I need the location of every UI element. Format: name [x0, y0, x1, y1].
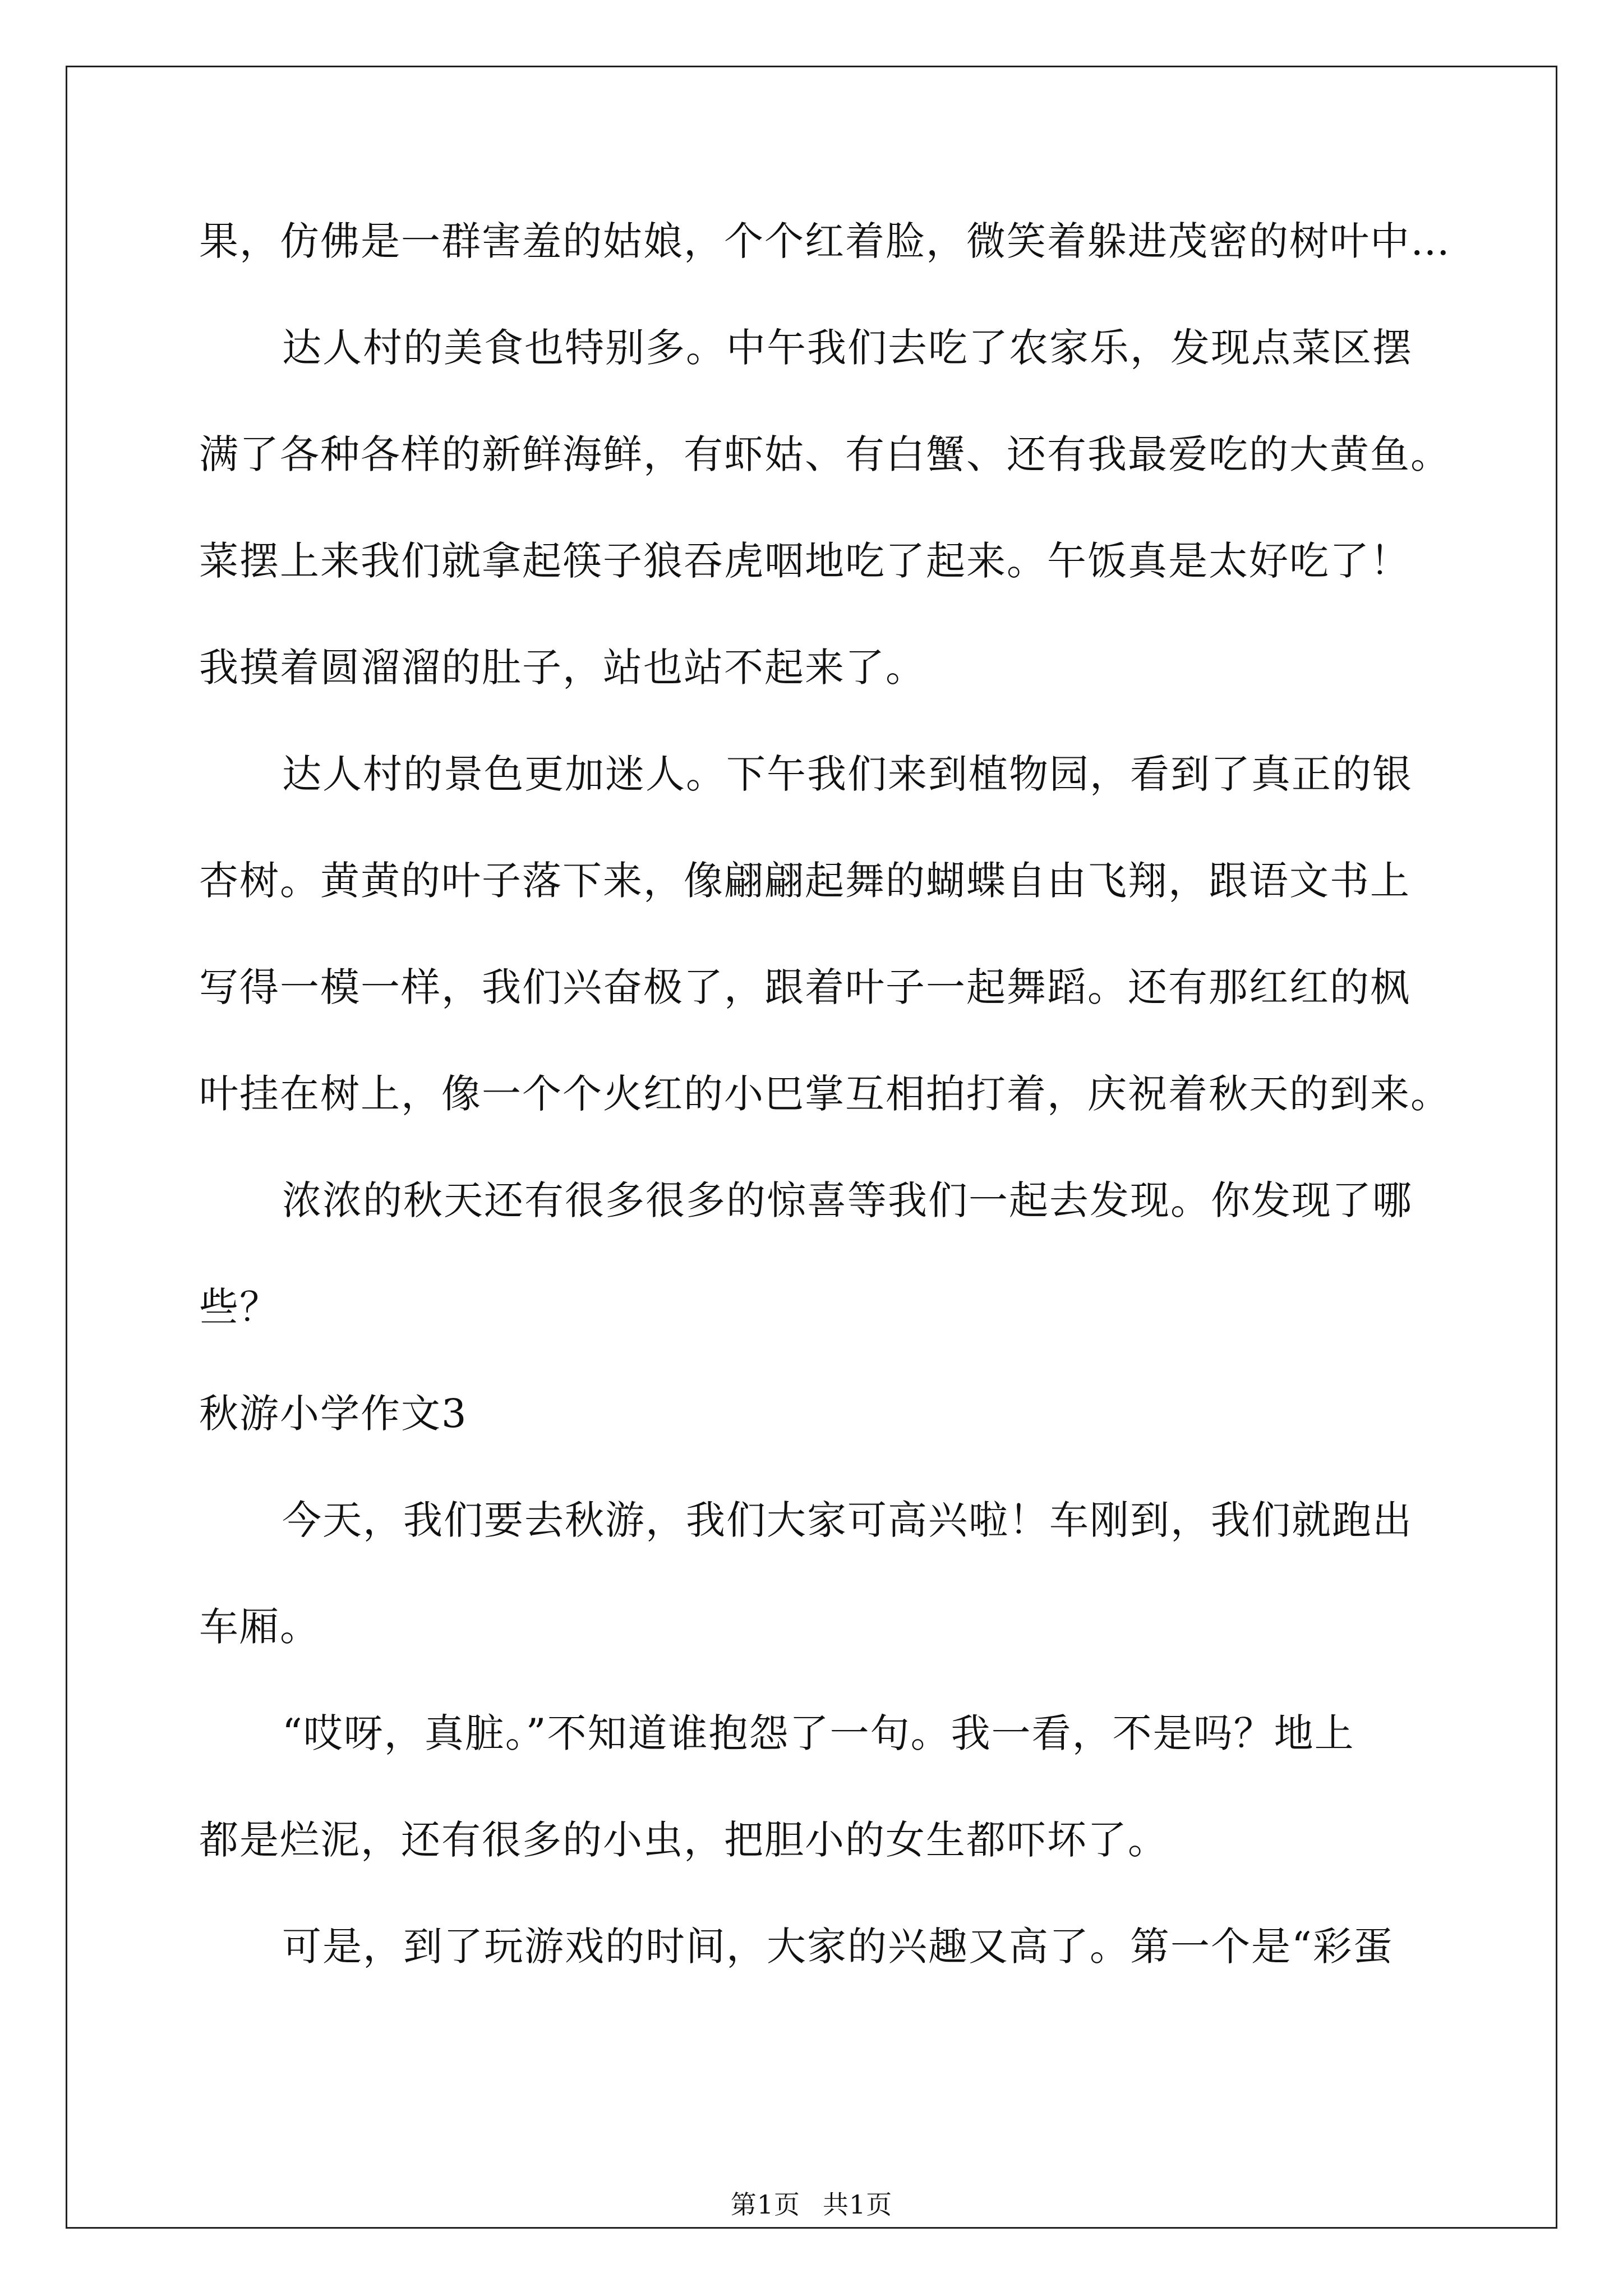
- text-line: 车厢。: [199, 1604, 320, 1650]
- text-line: 我摸着圆溜溜的肚子，站也站不起来了。: [199, 645, 926, 691]
- paragraph-start-line: 可是，到了玩游戏的时间，大家的兴趣又高了。第一个是“彩蛋: [282, 1924, 1394, 1970]
- text-line: 杏树。黄黄的叶子落下来，像翩翩起舞的蝴蝶自由飞翔，跟语文书上: [199, 858, 1410, 904]
- text-line: 叶挂在树上，像一个个火红的小巴掌互相拍打着，庆祝着秋天的到来。: [199, 1071, 1451, 1117]
- section-heading: 秋游小学作文3: [199, 1391, 468, 1437]
- text-line: 果，仿佛是一群害羞的姑娘，个个红着脸，微笑着躲进茂密的树叶中…: [199, 218, 1451, 264]
- paragraph-start-line: 达人村的景色更加迷人。下午我们来到植物园，看到了真正的银: [282, 751, 1413, 797]
- paragraph-start-line: 浓浓的秋天还有很多很多的惊喜等我们一起去发现。你发现了哪: [282, 1177, 1413, 1223]
- text-line: 些？: [199, 1284, 280, 1330]
- text-line: 写得一模一样，我们兴奋极了，跟着叶子一起舞蹈。还有那红红的枫: [199, 964, 1410, 1010]
- text-line: 都是烂泥，还有很多的小虫，把胆小的女生都吓坏了。: [199, 1817, 1168, 1863]
- paragraph-start-line: 今天，我们要去秋游，我们大家可高兴啦！车刚到，我们就跑出: [282, 1497, 1413, 1543]
- page-border: [66, 66, 1557, 2229]
- text-line: 菜摆上来我们就拿起筷子狼吞虎咽地吃了起来。午饭真是太好吃了！: [199, 538, 1410, 584]
- page-footer: [0, 2188, 1623, 2221]
- paragraph-start-line: “哎呀，真脏。”不知道谁抱怨了一句。我一看，不是吗？地上: [282, 1710, 1355, 1756]
- text-line: 满了各种各样的新鲜海鲜，有虾姑、有白蟹、还有我最爱吃的大黄鱼。: [199, 431, 1451, 477]
- page-number: 第1页: [730, 2189, 800, 2220]
- page-total: 共1页: [823, 2189, 893, 2220]
- paragraph-start-line: 达人村的美食也特别多。中午我们去吃了农家乐，发现点菜区摆: [282, 325, 1413, 371]
